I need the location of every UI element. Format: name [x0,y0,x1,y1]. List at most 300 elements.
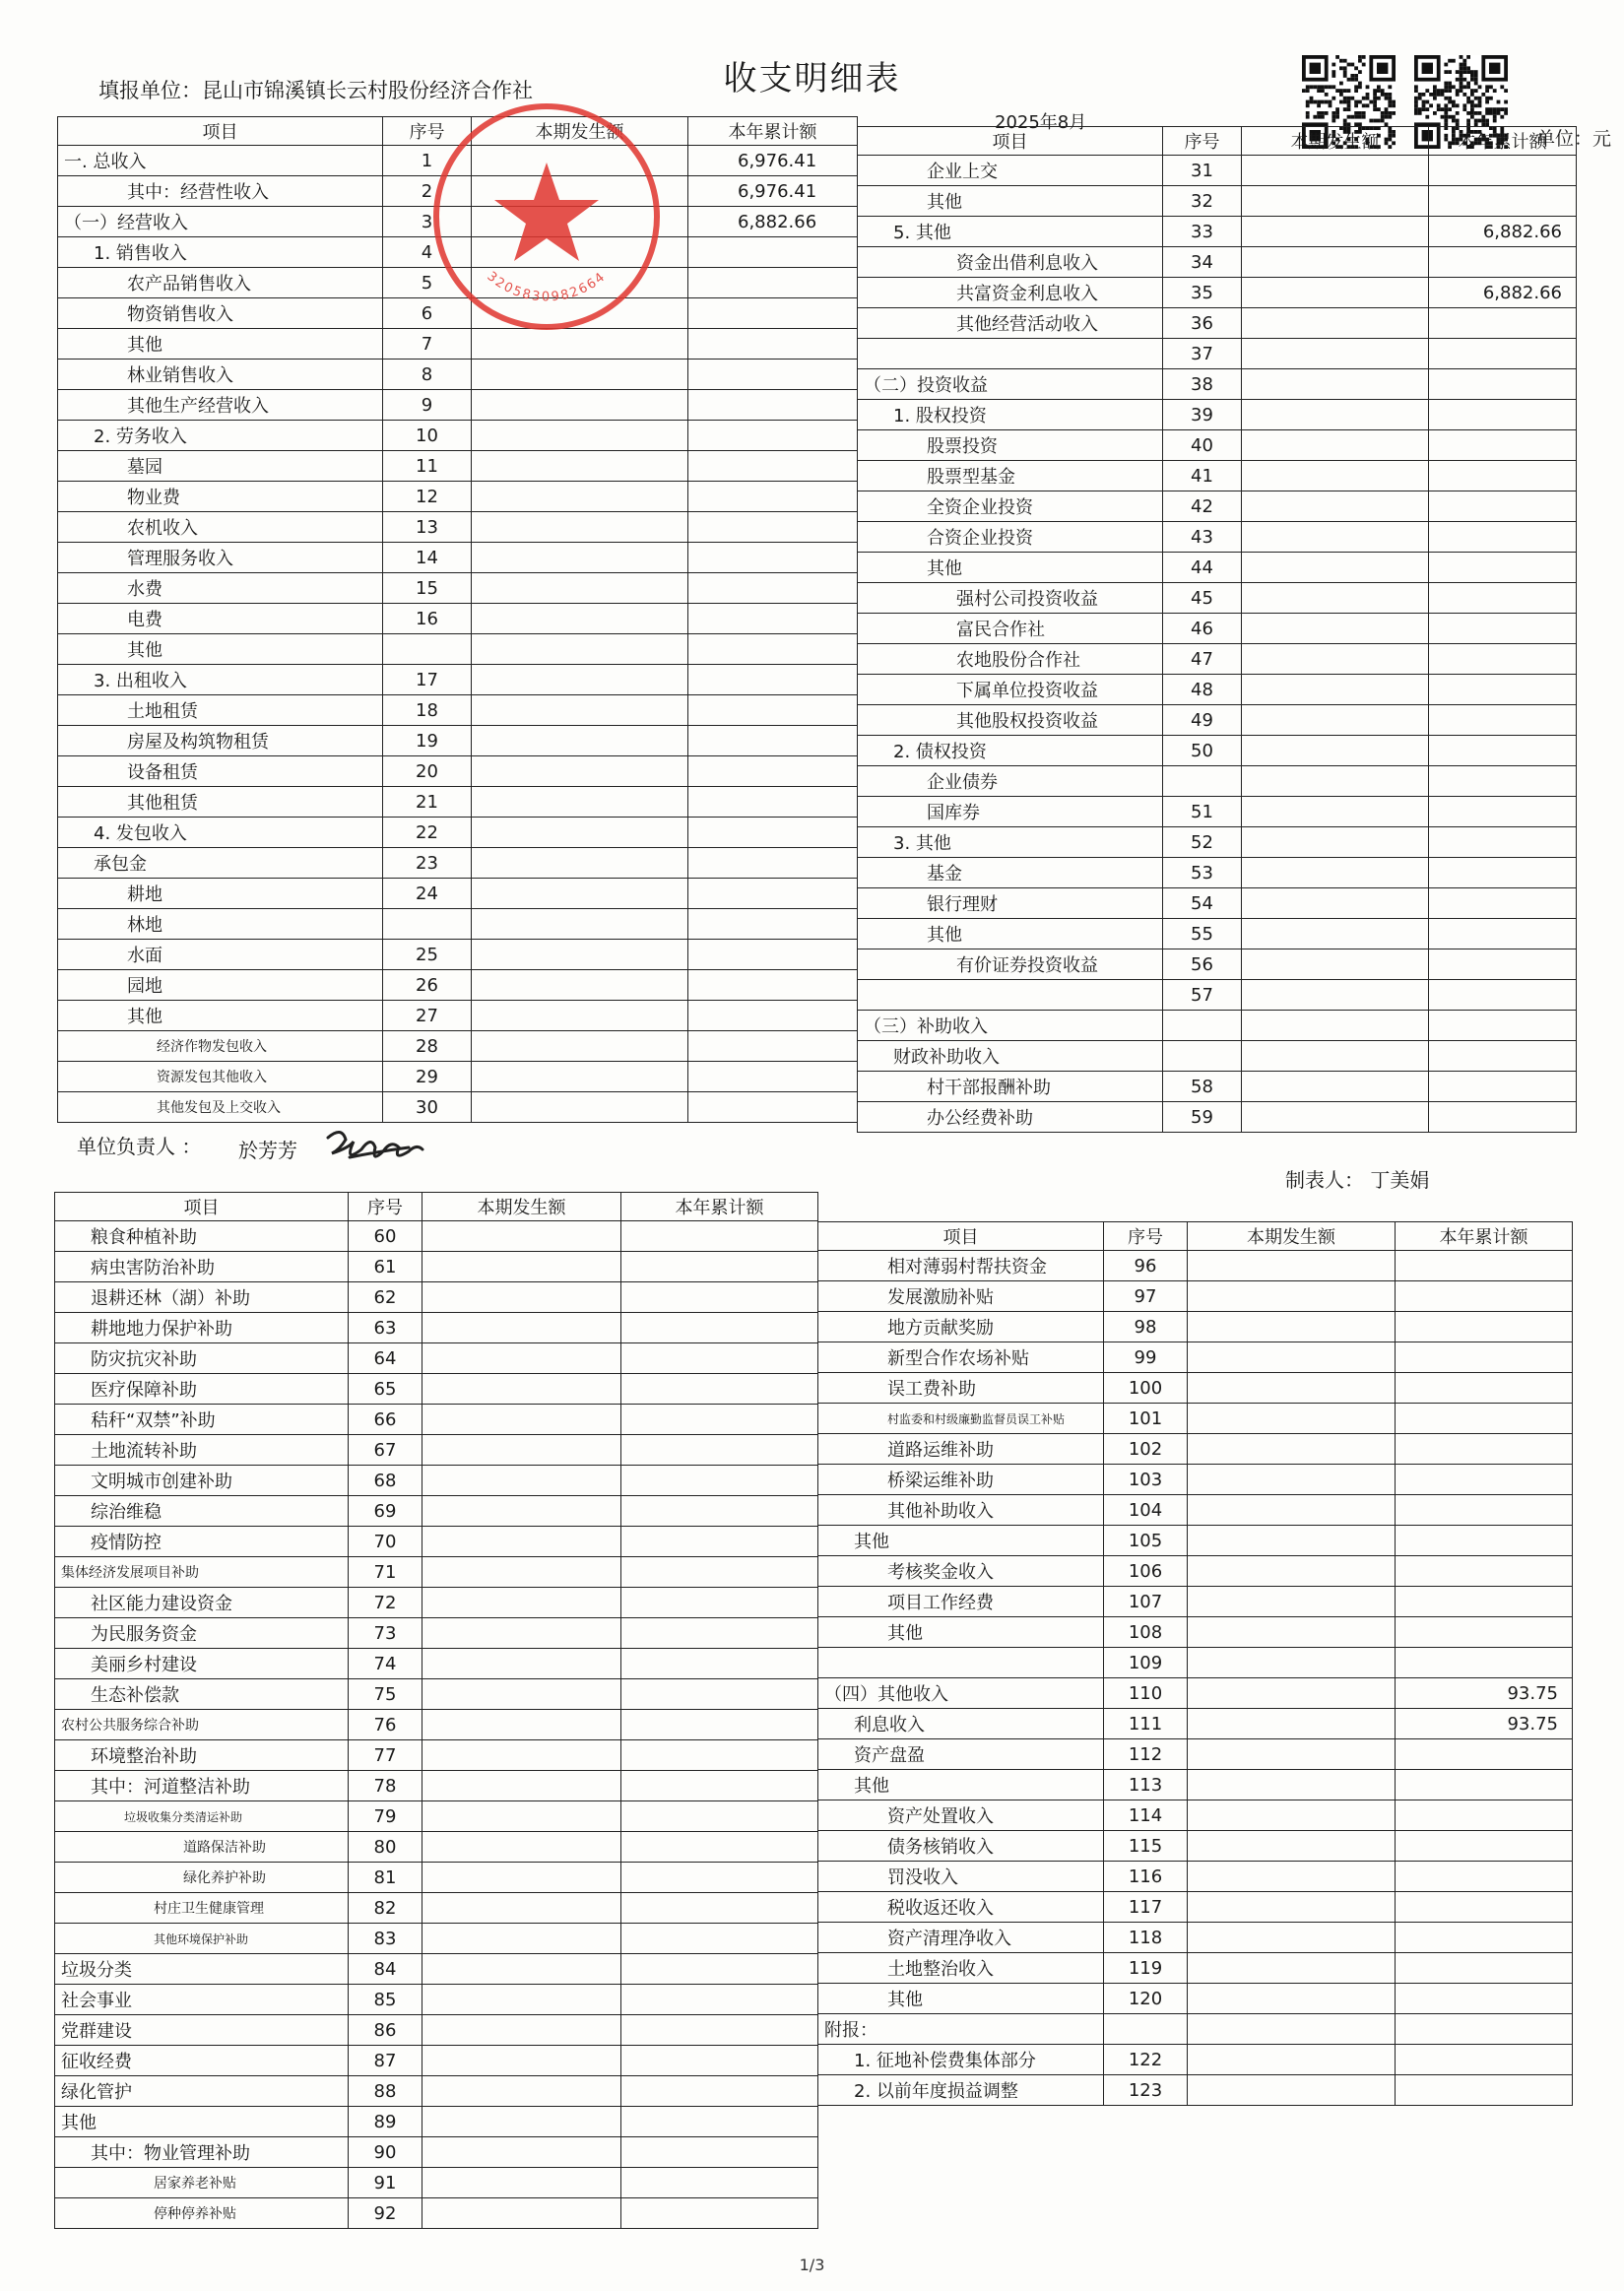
table-row [58,543,858,573]
row-seq: 47 [1163,644,1242,675]
row-seq: 73 [349,1618,422,1649]
row-ytd [621,1679,818,1710]
row-ytd: 93.75 [1396,1678,1573,1709]
row-current [1242,980,1429,1011]
table-row [55,1496,818,1527]
row-ytd [1429,400,1577,430]
row-item: 医疗保障补助 [55,1374,349,1405]
row-ytd: 6,882.66 [1429,217,1577,247]
table-row [58,787,858,818]
row-seq: 3 [383,207,472,237]
row-current [1242,522,1429,553]
table-row [58,604,858,634]
income-table-right [857,126,1577,1133]
row-ytd: 6,976.41 [688,176,858,207]
row-current [472,421,688,451]
row-seq: 76 [349,1710,422,1740]
row-ytd: 6,976.41 [688,146,858,176]
table-row [818,1831,1573,1862]
row-seq: 63 [349,1313,422,1343]
row-seq [1104,2014,1188,2045]
row-item: 农产品销售收入 [58,268,383,298]
row-seq: 43 [1163,522,1242,553]
row-current [422,1710,621,1740]
row-item: 附报： [818,2014,1104,2045]
row-seq: 34 [1163,247,1242,278]
subsidy-table-right [817,1221,1573,2106]
table-header-row [55,1193,818,1221]
row-seq: 21 [383,787,472,818]
row-seq: 113 [1104,1770,1188,1800]
table-row [58,451,858,482]
row-ytd [688,1062,858,1092]
row-item: 发展激励补贴 [818,1281,1104,1312]
row-seq: 46 [1163,614,1242,644]
table-row [55,1924,818,1954]
header-ytd: 本年累计额 [1396,1222,1573,1251]
table-row [58,970,858,1001]
row-ytd [1429,797,1577,827]
row-current [1188,1556,1396,1587]
row-item: 退耕还林（湖）补助 [55,1282,349,1313]
row-current [472,1062,688,1092]
row-current [1242,1072,1429,1102]
row-current [422,2015,621,2046]
row-current [422,1282,621,1313]
row-current [1188,1587,1396,1617]
row-seq: 16 [383,604,472,634]
row-current [1188,1892,1396,1923]
row-item: 1. 征地补偿费集体部分 [818,2045,1104,2075]
row-current [422,1435,621,1466]
row-seq: 18 [383,695,472,726]
row-current [472,695,688,726]
row-ytd [1396,1556,1573,1587]
row-item: 其中：物业管理补助 [55,2137,349,2168]
table-row [858,369,1577,400]
row-ytd [1396,1434,1573,1465]
row-seq: 120 [1104,1984,1188,2014]
row-item: 土地流转补助 [55,1435,349,1466]
table-row [58,1031,858,1062]
row-item: 垃圾分类 [55,1954,349,1985]
table-row [858,797,1577,827]
header-seq: 序号 [383,117,472,146]
row-item: 桥梁运维补助 [818,1465,1104,1495]
row-item: 土地整治收入 [818,1953,1104,1984]
table-row [858,1072,1577,1102]
row-current [422,2107,621,2137]
page-title: 收支明细表 [723,59,901,98]
row-seq: 83 [349,1924,422,1954]
table-row [818,1800,1573,1831]
row-ytd [688,512,858,543]
row-seq: 91 [349,2168,422,2198]
row-seq: 56 [1163,949,1242,980]
row-seq: 33 [1163,217,1242,247]
row-item: 其他环境保护补助 [55,1924,349,1954]
row-ytd [1396,1648,1573,1678]
row-ytd [688,787,858,818]
row-item: 税收返还收入 [818,1892,1104,1923]
table-row [55,1771,818,1801]
row-item: 其他 [58,329,383,360]
row-seq: 65 [349,1374,422,1405]
row-current [472,1031,688,1062]
unit-head-name: 於芳芳 [238,1139,297,1162]
row-item: （二）投资收益 [858,369,1163,400]
row-item: 其他 [858,553,1163,583]
table-row [818,1312,1573,1342]
row-seq: 84 [349,1954,422,1985]
row-seq: 90 [349,2137,422,2168]
row-seq: 50 [1163,736,1242,766]
row-current [422,1405,621,1435]
table-row [55,2015,818,2046]
row-ytd [1429,583,1577,614]
row-item: 绿化管护 [55,2076,349,2107]
row-seq: 116 [1104,1862,1188,1892]
row-seq: 114 [1104,1800,1188,1831]
row-current [1242,644,1429,675]
row-seq: 107 [1104,1587,1188,1617]
table-row [55,2168,818,2198]
row-current [422,1252,621,1282]
row-ytd [688,237,858,268]
row-seq: 112 [1104,1739,1188,1770]
row-current [1188,1404,1396,1434]
row-seq: 101 [1104,1404,1188,1434]
row-ytd [1429,247,1577,278]
row-seq: 1 [383,146,472,176]
row-seq: 117 [1104,1892,1188,1923]
row-ytd [1396,1831,1573,1862]
row-current [1188,1678,1396,1709]
reporting-unit: 填报单位：昆山市锦溪镇长云村股份经济合作社 [98,79,533,102]
row-item: 项目工作经费 [818,1587,1104,1617]
table-row [58,390,858,421]
row-seq: 7 [383,329,472,360]
row-item: 罚没收入 [818,1862,1104,1892]
row-current [1242,247,1429,278]
row-current [1188,1526,1396,1556]
row-item: 1. 销售收入 [58,237,383,268]
official-seal-icon [423,94,670,340]
row-ytd: 6,882.66 [1429,278,1577,308]
header-seq: 序号 [1163,127,1242,156]
row-current [472,360,688,390]
row-ytd [621,2198,818,2229]
row-seq: 23 [383,848,472,879]
table-row [818,1587,1573,1617]
row-item: 考核奖金收入 [818,1556,1104,1587]
row-ytd [1429,156,1577,186]
row-current [1242,1011,1429,1041]
row-item: 生态补偿款 [55,1679,349,1710]
row-ytd [688,604,858,634]
row-ytd [621,1527,818,1557]
table-row [818,2075,1573,2106]
row-ytd [1396,1923,1573,1953]
row-current [1188,1495,1396,1526]
row-item: 居家养老补贴 [55,2168,349,2198]
row-ytd [1429,1011,1577,1041]
row-current [1188,1281,1396,1312]
row-item: 其中：经营性收入 [58,176,383,207]
row-current [1242,675,1429,705]
header-item: 项目 [818,1222,1104,1251]
table-row [858,186,1577,217]
table-row [858,247,1577,278]
row-seq [1163,1011,1242,1041]
row-seq: 29 [383,1062,472,1092]
row-item [858,339,1163,369]
table-row [55,1374,818,1405]
row-item: 新型合作农场补贴 [818,1342,1104,1373]
row-seq: 106 [1104,1556,1188,1587]
row-seq: 35 [1163,278,1242,308]
table-row [858,217,1577,247]
row-ytd [621,1710,818,1740]
row-current [422,1893,621,1924]
row-ytd [1396,1495,1573,1526]
row-ytd [688,482,858,512]
row-item: 误工费补助 [818,1373,1104,1404]
row-ytd [621,1649,818,1679]
row-seq: 79 [349,1801,422,1832]
row-item [818,1648,1104,1678]
row-seq: 103 [1104,1465,1188,1495]
row-seq: 68 [349,1466,422,1496]
row-current [472,512,688,543]
row-seq: 8 [383,360,472,390]
row-ytd [1429,980,1577,1011]
header-item: 项目 [55,1193,349,1221]
row-current [1188,1953,1396,1984]
row-ytd [688,756,858,787]
table-row [858,430,1577,461]
table-row [55,1313,818,1343]
row-seq: 49 [1163,705,1242,736]
row-item: 3. 出租收入 [58,665,383,695]
row-current [422,2198,621,2229]
row-seq: 99 [1104,1342,1188,1373]
row-seq: 100 [1104,1373,1188,1404]
row-current [1242,156,1429,186]
row-current [422,1832,621,1863]
row-item: 停种停养补贴 [55,2198,349,2229]
row-ytd [621,1863,818,1893]
row-ytd [1396,1404,1573,1434]
table-row [55,1832,818,1863]
table-row [858,614,1577,644]
row-current [472,573,688,604]
row-current [1188,1739,1396,1770]
row-current [1188,1770,1396,1800]
row-current [422,1924,621,1954]
table-row [858,919,1577,949]
row-current [422,1343,621,1374]
table-header-row [818,1222,1573,1251]
row-seq: 118 [1104,1923,1188,1953]
row-ytd [1429,1072,1577,1102]
table-row [818,1373,1573,1404]
table-row [858,400,1577,430]
row-ytd [688,940,858,970]
table-row [55,1405,818,1435]
row-seq: 119 [1104,1953,1188,1984]
table-row [858,858,1577,888]
row-current [472,451,688,482]
table-row [55,1221,818,1252]
row-seq: 36 [1163,308,1242,339]
row-current [1242,949,1429,980]
row-item [858,980,1163,1011]
row-ytd [1429,1041,1577,1072]
row-current [1188,1862,1396,1892]
table-row [818,2045,1573,2075]
row-ytd [1396,1342,1573,1373]
row-item: 电费 [58,604,383,634]
row-ytd [1429,369,1577,400]
row-seq: 22 [383,818,472,848]
row-ytd [621,1435,818,1466]
header-current: 本期发生额 [472,117,688,146]
row-item: 社会事业 [55,1985,349,2015]
row-current [1242,858,1429,888]
row-seq: 78 [349,1771,422,1801]
row-current [1242,217,1429,247]
row-item: （四）其他收入 [818,1678,1104,1709]
table-row [858,1102,1577,1133]
row-ytd [1429,553,1577,583]
header-ytd: 本年累计额 [688,117,858,146]
row-ytd [1429,430,1577,461]
row-item: 党群建设 [55,2015,349,2046]
row-current [1188,1709,1396,1739]
row-seq: 66 [349,1405,422,1435]
table-row [818,1556,1573,1587]
row-ytd [621,1374,818,1405]
preparer: 制表人： 丁美娟 [1285,1168,1430,1192]
row-item: 水费 [58,573,383,604]
table-row [55,1679,818,1710]
row-item: 资产盘盈 [818,1739,1104,1770]
row-ytd [621,1893,818,1924]
row-item: 农机收入 [58,512,383,543]
table-row [818,1495,1573,1526]
table-row [58,879,858,909]
row-seq: 24 [383,879,472,909]
row-ytd [1429,766,1577,797]
row-item: 其他 [858,919,1163,949]
table-row [858,339,1577,369]
row-seq: 69 [349,1496,422,1527]
row-current [472,634,688,665]
subsidy-table-left [54,1192,818,2229]
row-seq: 53 [1163,858,1242,888]
row-ytd [1429,736,1577,766]
row-ytd [1429,827,1577,858]
row-ytd [688,848,858,879]
row-seq: 17 [383,665,472,695]
row-seq: 97 [1104,1281,1188,1312]
row-current [1242,827,1429,858]
table-row [55,2137,818,2168]
row-ytd [688,879,858,909]
table-row [858,980,1577,1011]
row-current [1242,797,1429,827]
row-current [1188,2014,1396,2045]
row-seq: 115 [1104,1831,1188,1862]
row-item: 集体经济发展项目补助 [55,1557,349,1588]
table-row [858,675,1577,705]
page-number: 1/3 [799,2256,825,2274]
header-ytd: 本年累计额 [621,1193,818,1221]
row-item: 富民合作社 [858,614,1163,644]
row-current [472,665,688,695]
row-seq: 105 [1104,1526,1188,1556]
row-item: 为民服务资金 [55,1618,349,1649]
row-current [1188,1251,1396,1281]
row-ytd [1396,1800,1573,1831]
table-row [858,827,1577,858]
row-ytd [621,2168,818,2198]
row-seq: 26 [383,970,472,1001]
row-ytd [688,634,858,665]
row-item: 农村公共服务综合补助 [55,1710,349,1740]
row-seq: 62 [349,1282,422,1313]
row-ytd [1396,1587,1573,1617]
row-current [422,1374,621,1405]
row-item: 3. 其他 [858,827,1163,858]
row-current [472,970,688,1001]
row-item: 4. 发包收入 [58,818,383,848]
table-row [55,1252,818,1282]
row-seq: 55 [1163,919,1242,949]
table-row [818,1434,1573,1465]
row-item: 财政补助收入 [858,1041,1163,1072]
row-item: 疫情防控 [55,1527,349,1557]
row-item: 资源发包其他收入 [58,1062,383,1092]
table-row [58,695,858,726]
row-ytd [1429,491,1577,522]
row-current [422,1313,621,1343]
table-row [58,940,858,970]
row-current [472,879,688,909]
row-ytd [621,1801,818,1832]
svg-text:3205830982664: 3205830982664 [484,269,610,305]
row-seq: 75 [349,1679,422,1710]
row-current [1188,1617,1396,1648]
table-row [818,1678,1573,1709]
row-current [1242,614,1429,644]
row-current [422,1740,621,1771]
row-item: 房屋及构筑物租赁 [58,726,383,756]
row-item: 水面 [58,940,383,970]
table-row [858,949,1577,980]
row-item: 其他 [818,1617,1104,1648]
table-row [818,2014,1573,2045]
row-seq: 2 [383,176,472,207]
row-item: 管理服务收入 [58,543,383,573]
row-ytd [1396,2045,1573,2075]
row-seq: 57 [1163,980,1242,1011]
row-item: 征收经费 [55,2046,349,2076]
row-current [1242,430,1429,461]
table-row [55,1527,818,1557]
row-current [472,909,688,940]
